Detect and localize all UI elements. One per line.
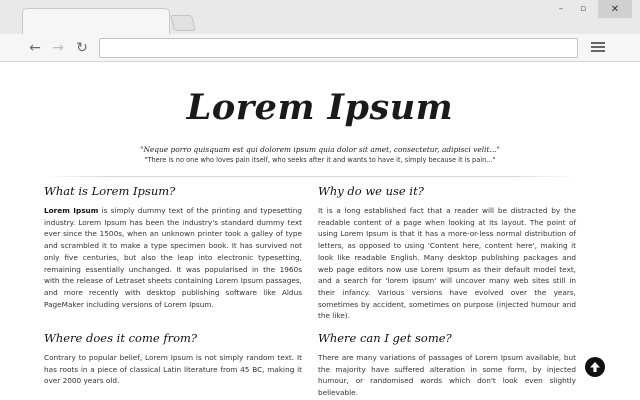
address-bar[interactable] <box>99 38 578 58</box>
section-heading: Where can I get some? <box>318 331 452 345</box>
forward-arrow-icon[interactable]: → <box>52 40 64 56</box>
section-body <box>44 205 302 310</box>
section-where-get <box>318 331 576 399</box>
browser-titlebar <box>0 0 640 34</box>
page-title: Lorem Ipsum <box>186 87 454 128</box>
divider <box>44 176 576 177</box>
minimize-icon[interactable]: – <box>558 4 564 14</box>
section-body: There are many variations of passages of Lorem Ipsum available, but the majority have suffered alteration in some form, by injected humour, or randomised words which don't look even slightly believable. <box>318 353 576 398</box>
new-tab-icon[interactable] <box>170 15 196 31</box>
english-quote: "There is no one who loves pain itself, who seeks after it and wants to have it, simply because it is pain..." <box>144 156 496 164</box>
back-to-top-button[interactable] <box>585 357 605 377</box>
browser-toolbar <box>0 34 640 62</box>
section-lead: Lorem Ipsum <box>44 206 99 215</box>
section-body: It is a long established fact that a reader will be distracted by the readable content of a page when looking at its layout. The point of using Lorem Ipsum is that it has a more-or-less normal distribution of letters, as opposed to using 'Content here, content here', making it look like readable English. Many desktop publishing packages and web page editors now use Lorem Ipsum as their default model text, and a search for 'lorem ipsum' will uncover many web sites still in their infancy. Various versions have evolved over the years, sometimes by accident, sometimes on purpose (injected humour and the like). <box>318 206 576 321</box>
back-arrow-icon[interactable]: ← <box>29 40 41 56</box>
section-heading: Where does it come from? <box>44 331 198 345</box>
maximize-icon[interactable]: ▫ <box>579 4 587 14</box>
section-body: Contrary to popular belief, Lorem Ipsum is not simply random text. It has roots in a piece of classical Latin literature from 45 BC, making it over 2000 years old. <box>44 353 302 386</box>
reload-icon[interactable]: ↻ <box>76 40 88 56</box>
hamburger-menu-icon[interactable] <box>591 40 605 54</box>
section-heading: What is Lorem Ipsum? <box>44 184 176 198</box>
section-text: is simply dummy text of the printing and typesetting industry. Lorem Ipsum has been the industry's standard dummy text ever since the 1500s, when an unknown printer took a galley of type and scrambled it to make a type specimen book. It has survived not only five centuries, but also the leap into electronic typesetting, remaining essentially unchanged. It was popularised in the 1960s with the release of Letraset sheets containing Lorem Ipsum passages, and more recently with desktop publishing software like Aldus PageMaker including versions of Lorem Ipsum. <box>44 206 303 309</box>
section-heading: Why do we use it? <box>318 184 424 198</box>
section-what <box>44 184 302 310</box>
section-why <box>318 184 576 322</box>
section-where-from <box>44 331 302 387</box>
window-controls <box>550 0 632 18</box>
browser-tab[interactable] <box>22 8 170 36</box>
close-icon[interactable]: ✕ <box>598 0 632 18</box>
page-content <box>0 63 640 400</box>
latin-quote: "Neque porro quisquam est qui dolorem ipsum quia dolor sit amet, consectetur, adipisci velit..." <box>140 145 500 154</box>
arrow-up-icon <box>589 361 601 373</box>
